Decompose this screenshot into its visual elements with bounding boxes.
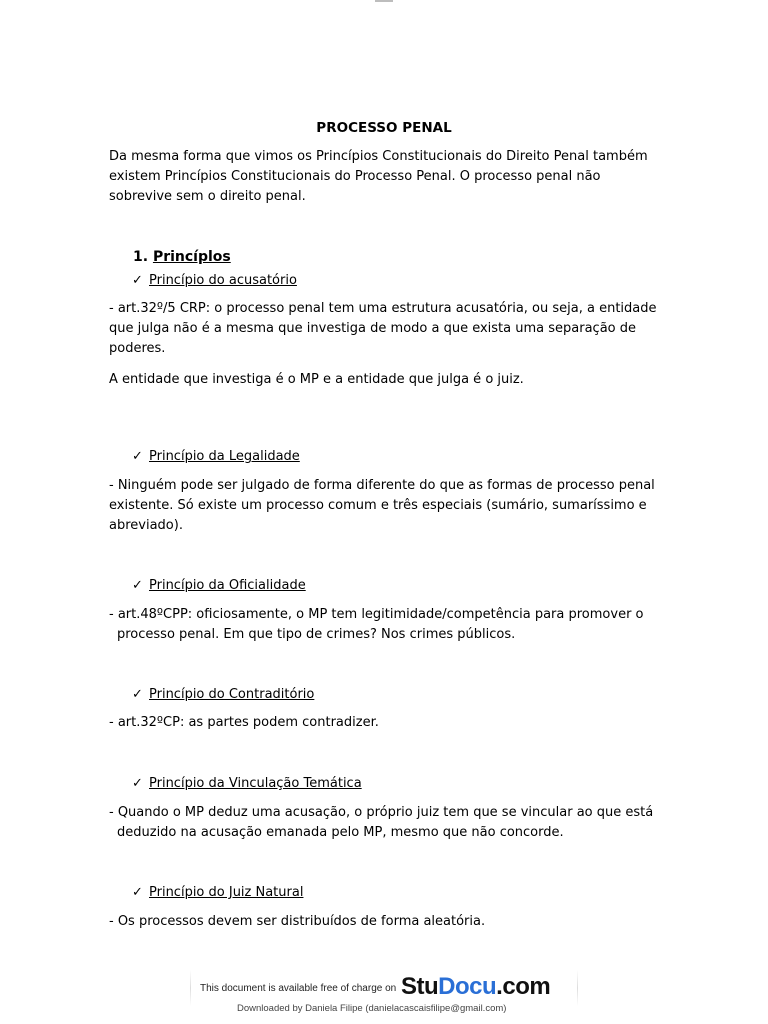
footer-free-text: This document is available free of charge on bbox=[200, 983, 397, 994]
principle-text-oficialidade: - art.48ºCPP: oficiosamente, o MP tem legitimidade/competência para promover o processo penal. Em que tipo de crimes? Nos crimes públicos. bbox=[109, 607, 644, 642]
section-title: Princíplos bbox=[152, 249, 231, 265]
footer-left-edge bbox=[190, 970, 191, 1006]
footer-right-edge bbox=[577, 970, 578, 1006]
principle-heading-legalidade bbox=[132, 448, 300, 466]
principle-extra-acusatorio: A entidade que investiga é o MP e a entidade que julga é o juiz. bbox=[109, 372, 524, 387]
studocu-footer bbox=[190, 968, 578, 1014]
principle-label: Princípio do acusatório bbox=[149, 273, 297, 288]
principle-heading-juiz-natural bbox=[132, 884, 303, 902]
principle-text-acusatorio: - art.32º/5 CRP: o processo penal tem uma estrutura acusatória, ou seja, a entidade que julga não é a mesma que investiga de modo a que exista uma separação de poderes. bbox=[109, 301, 657, 356]
principle-heading-vinculacao bbox=[132, 775, 362, 793]
principle-text-contraditorio: - art.32ºCP: as partes podem contradizer. bbox=[109, 715, 379, 730]
studocu-logo[interactable] bbox=[401, 973, 550, 1001]
principle-text-legalidade: - Ninguém pode ser julgado de forma diferente do que as formas de processo penal existente. Só existe um processo comum e três especiais (sumário, sumaríssimo e abreviado). bbox=[109, 478, 655, 533]
logo-part-com: .com bbox=[496, 973, 551, 1000]
page-top-mark bbox=[375, 0, 393, 2]
logo-part-stu: Stu bbox=[401, 973, 439, 1000]
footer-download-text: Downloaded by Daniela Filipe (danielacascaisfilipe@gmail.com) bbox=[237, 1003, 507, 1014]
principle-heading-contraditorio bbox=[132, 686, 314, 704]
logo-part-docu: Docu bbox=[438, 973, 497, 1000]
intro-paragraph: Da mesma forma que vimos os Princípios Constitucionais do Direito Penal também existem Princípios Constitucionais do Processo Penal. O processo penal não sobrevive sem o direito penal. bbox=[109, 149, 648, 204]
principle-label: Princípio do Juiz Natural bbox=[149, 885, 304, 900]
checkmark-icon: ✓ bbox=[132, 687, 143, 702]
principle-heading-oficialidade bbox=[132, 577, 306, 595]
checkmark-icon: ✓ bbox=[132, 273, 143, 288]
principle-label: Princípio da Oficialidade bbox=[149, 578, 306, 593]
section-heading bbox=[133, 249, 231, 265]
checkmark-icon: ✓ bbox=[132, 885, 143, 900]
principle-label: Princípio da Vinculação Temática bbox=[149, 776, 362, 791]
principle-label: Princípio do Contraditório bbox=[149, 687, 315, 702]
principle-label: Princípio da Legalidade bbox=[149, 449, 300, 464]
principle-text-juiz-natural: - Os processos devem ser distribuídos de forma aleatória. bbox=[109, 914, 486, 929]
checkmark-icon: ✓ bbox=[132, 449, 143, 464]
section-number: 1. bbox=[133, 249, 149, 265]
checkmark-icon: ✓ bbox=[132, 776, 143, 791]
principle-heading-acusatorio bbox=[132, 272, 297, 290]
checkmark-icon: ✓ bbox=[132, 578, 143, 593]
principle-text-vinculacao: - Quando o MP deduz uma acusação, o próprio juiz tem que se vincular ao que está deduzido na acusação emanada pelo MP, mesmo que não concorde. bbox=[109, 805, 654, 840]
document-title: PROCESSO PENAL bbox=[316, 120, 452, 136]
